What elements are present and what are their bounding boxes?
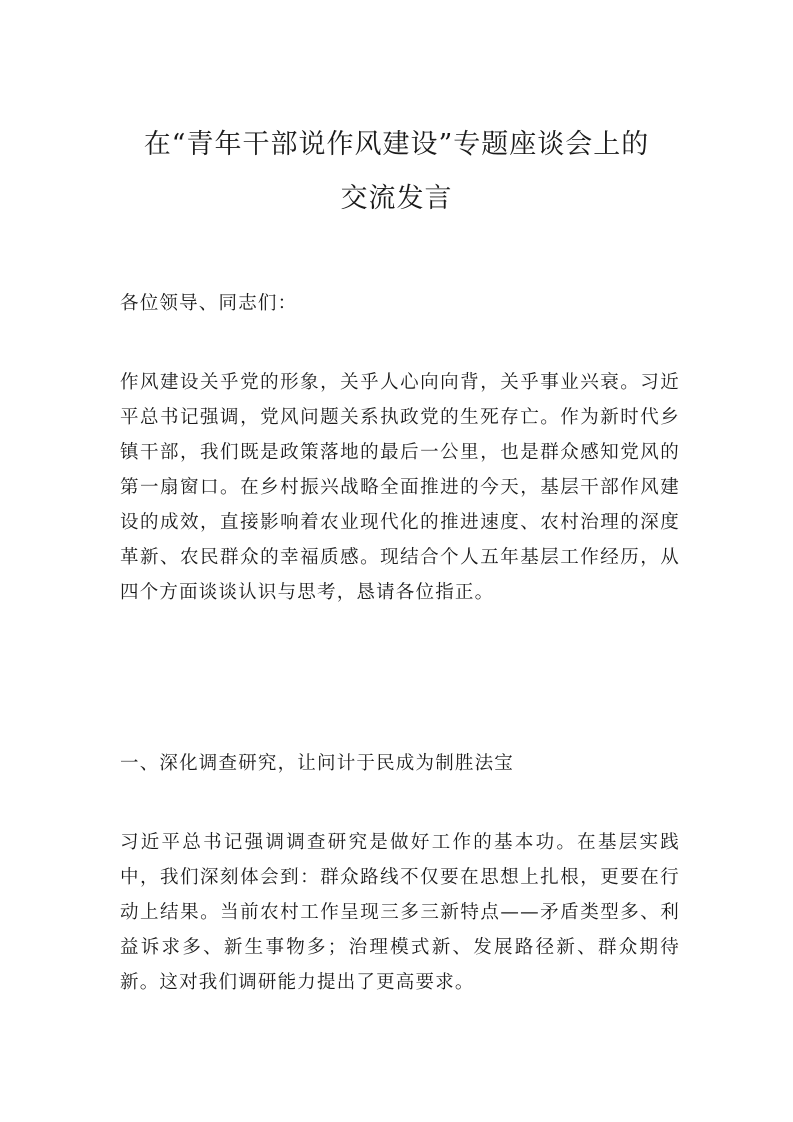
section-heading-1: 一、深化调查研究，让问计于民成为制胜法宝 [120, 753, 515, 774]
paragraph-intro: 作风建设关乎党的形象，关乎人心向向背，关乎事业兴衰。习近平总书记强调，党风问题关系执政党的生死存亡。作为新时代乡镇干部，我们既是政策落地的最后一公里，也是群众感知党风的第一扇窗口。在乡村振兴战略全面推进的今天，基层干部作风建设的成效，直接影响着农业现代化的推进速度、农村治理的深度革新、农民群众的幸福质感。现结合个人五年基层工作经历，从四个方面谈谈认识与思考，恳请各位指正。 [120, 372, 680, 603]
salutation: 各位领导、同志们： [120, 293, 298, 314]
paragraph-section-1: 习近平总书记强调调查研究是做好工作的基本功。在基层实践中，我们深刻体会到：群众路线不仅要在思想上扎根，更要在行动上结果。当前农村工作呈现三多三新特点——矛盾类型多、利益诉求多、新生事物多；治理模式新、发展路径新、群众期待新。这对我们调研能力提出了更高要求。 [120, 832, 680, 993]
document-title [100, 118, 693, 226]
title-line-2: 交流发言 [340, 183, 453, 214]
title-line-1: 在“青年干部说作风建设”专题座谈会上的 [143, 129, 650, 160]
